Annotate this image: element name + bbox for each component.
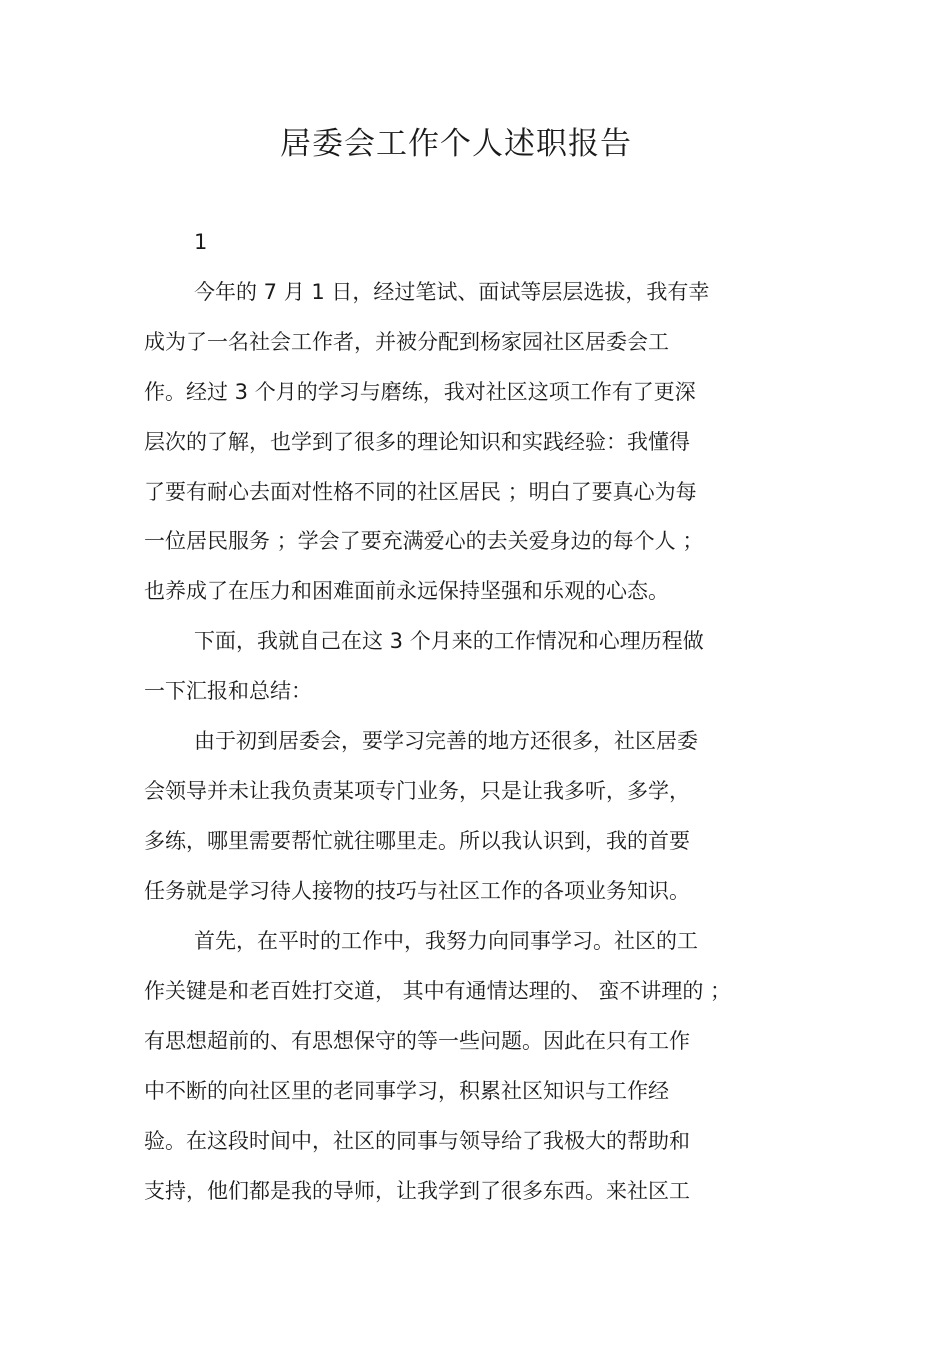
body-line-13: 任务就是学习待人接物的技巧与社区工作的各项业务知识。 xyxy=(144,879,690,903)
body-line-19: 支持，他们都是我的导师，让我学到了很多东西。来社区工 xyxy=(144,1179,690,1203)
section-number: 1 xyxy=(194,230,208,254)
body-line-2: 成为了一名社会工作者，并被分配到杨家园社区居委会工 xyxy=(144,330,669,354)
body-line-3: 作。经过 3 个月的学习与磨练，我对社区这项工作有了更深 xyxy=(144,380,696,404)
body-line-9: 一下汇报和总结： xyxy=(144,679,312,703)
body-line-14: 首先，在平时的工作中，我努力向同事学习。社区的工 xyxy=(194,929,698,953)
body-line-12: 多练，哪里需要帮忙就往哪里走。所以我认识到，我的首要 xyxy=(144,829,690,853)
body-line-11: 会领导并未让我负责某项专门业务，只是让我多听，多学， xyxy=(144,779,690,803)
document-title: 居委会工作个人述职报告 xyxy=(280,126,632,162)
body-line-5: 了要有耐心去面对性格不同的社区居民 ；明白了要真心为每 xyxy=(144,480,697,504)
body-line-15: 作关键是和老百姓打交道， 其中有通情达理的、 蛮不讲理的 ； xyxy=(144,979,732,1003)
body-line-17: 中不断的向社区里的老同事学习，积累社区知识与工作经 xyxy=(144,1079,669,1103)
body-line-10: 由于初到居委会，要学习完善的地方还很多，社区居委 xyxy=(194,729,698,753)
body-line-7: 也养成了在压力和困难面前永远保持坚强和乐观的心态。 xyxy=(144,579,669,603)
body-line-16: 有思想超前的、有思想保守的等一些问题。因此在只有工作 xyxy=(144,1029,690,1053)
body-line-1: 今年的 7 月 1 日，经过笔试、面试等层层选拔，我有幸 xyxy=(194,280,710,304)
body-line-6: 一位居民服务 ；学会了要充满爱心的去关爱身边的每个人 ； xyxy=(144,529,704,553)
body-line-18: 验。在这段时间中，社区的同事与领导给了我极大的帮助和 xyxy=(144,1129,690,1153)
body-line-4: 层次的了解，也学到了很多的理论知识和实践经验：我懂得 xyxy=(144,430,690,454)
body-line-8: 下面，我就自己在这 3 个月来的工作情况和心理历程做 xyxy=(194,629,704,653)
